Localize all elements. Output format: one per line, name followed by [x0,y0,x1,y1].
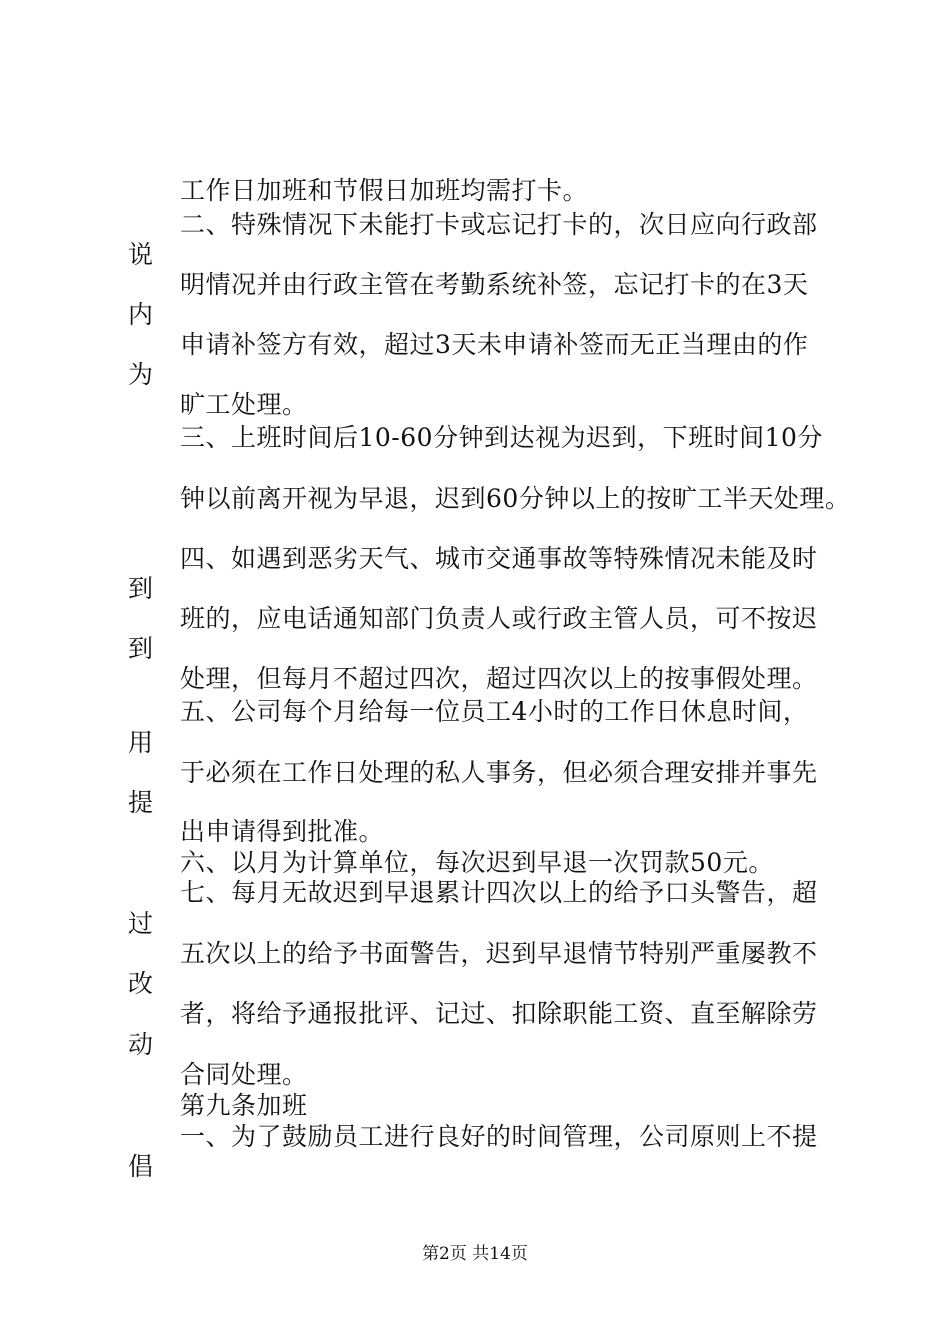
body-line: 申请补签方有效，超过3天未申请补签而无正当理由的作 [180,330,809,359]
margin-char: 内 [128,300,154,329]
margin-char: 到 [128,634,154,663]
body-line: 一、为了鼓励员工进行良好的时间管理，公司原则上不提 [180,1122,818,1151]
margin-char: 用 [128,728,154,757]
body-line: 合同处理。 [180,1060,308,1089]
margin-char: 说 [128,240,154,269]
body-line: 出申请得到批准。 [180,817,385,846]
body-line: 旷工处理。 [180,390,308,419]
body-line: 工作日加班和节假日加班均需打卡。 [180,176,589,205]
margin-char: 提 [128,788,154,817]
margin-char: 为 [128,360,154,389]
body-line: 五次以上的给予书面警告，迟到早退情节特别严重屡教不 [180,939,818,968]
body-line: 处理，但每月不超过四次，超过四次以上的按事假处理。 [180,664,818,693]
body-line: 钟以前离开视为早退，迟到60分钟以上的按旷工半天处理。 [180,484,851,513]
body-line: 七、每月无故迟到早退累计四次以上的给予口头警告，超 [180,878,818,907]
margin-char: 倡 [128,1152,154,1181]
margin-char: 动 [128,1030,154,1059]
margin-char: 过 [128,909,154,938]
body-line: 第九条加班 [180,1091,308,1120]
body-line: 者，将给予通报批评、记过、扣除职能工资、直至解除劳 [180,999,818,1028]
page-footer: 第2页 共14页 [422,1244,528,1264]
body-line: 二、特殊情况下未能打卡或忘记打卡的，次日应向行政部 [180,210,818,239]
body-line: 班的，应电话通知部门负责人或行政主管人员，可不按迟 [180,604,818,633]
body-line: 三、上班时间后10-60分钟到达视为迟到，下班时间10分 [180,423,823,452]
body-line: 四、如遇到恶劣天气、城市交通事故等特殊情况未能及时 [180,544,818,573]
body-line: 明情况并由行政主管在考勤系统补签，忘记打卡的在3天 [180,270,809,299]
margin-char: 到 [128,574,154,603]
body-line: 六、以月为计算单位，每次迟到早退一次罚款50元。 [180,848,774,877]
margin-char: 改 [128,969,154,998]
body-line: 五、公司每个月给每一位员工4小时的工作日休息时间， [180,697,809,726]
body-line: 于必须在工作日处理的私人事务，但必须合理安排并事先 [180,758,818,787]
